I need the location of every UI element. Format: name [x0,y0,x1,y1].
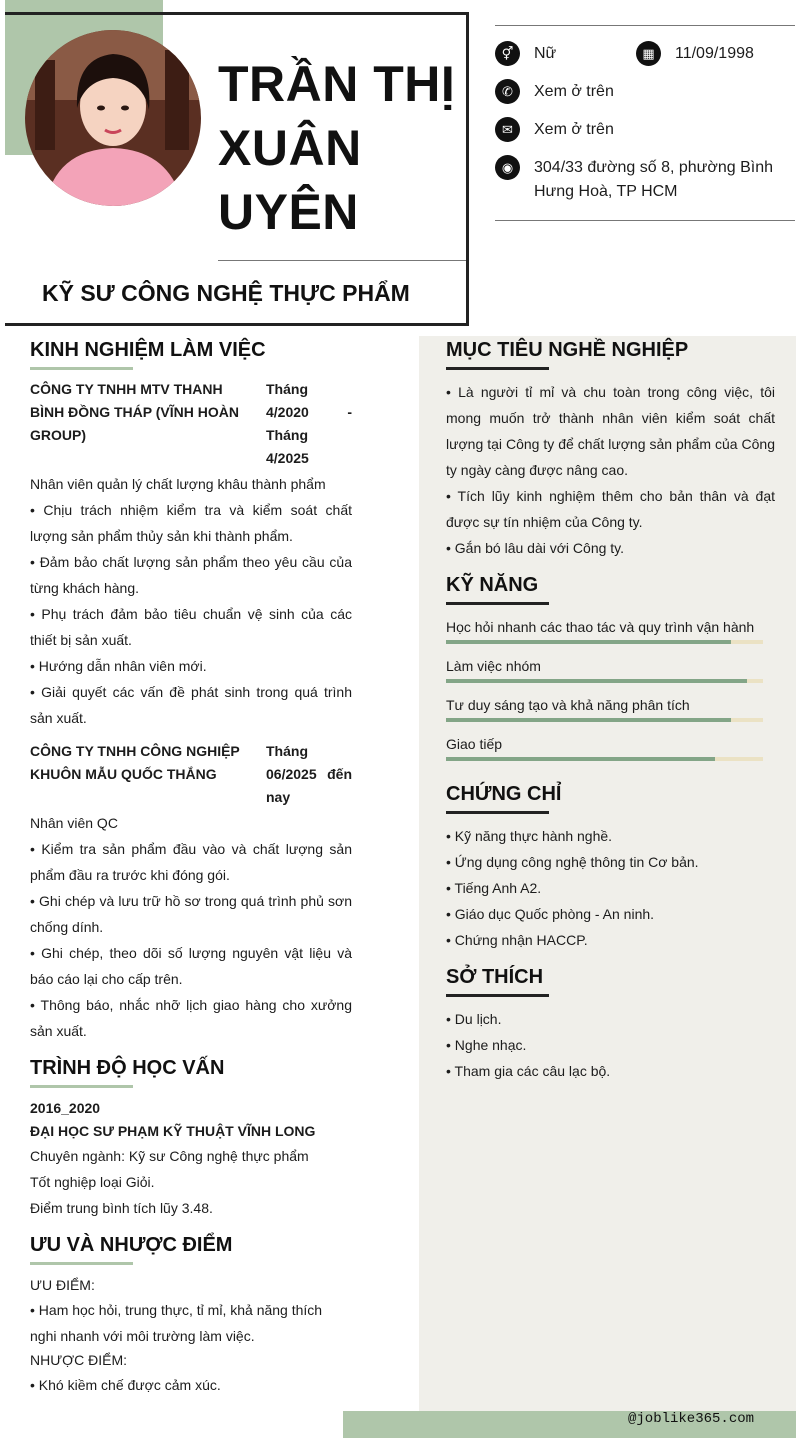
job1-duty: • Giải quyết các vấn đề phát sinh trong quá trình sản xuất. [30,684,352,726]
skill-label: Học hỏi nhanh các thao tác và quy trình vận hành [446,619,755,635]
job1-duty: • Chịu trách nhiệm kiểm tra và kiểm soát chất lượng sản phẩm thủy sản khi thành phẩm. [30,502,352,544]
gender-icon: ⚥ [495,41,520,66]
skill-bar-fill [446,679,747,683]
job2-duty: • Kiểm tra sản phẩm đầu vào và chất lượng sản phẩm đầu ra trước khi đóng gói. [30,841,352,883]
education-period: 2016_2020 [30,1100,101,1116]
skill-bar [446,757,763,761]
job1-position: Nhân viên quản lý chất lượng khâu thành phẩm [30,476,326,492]
pros-cons-title: ƯU VÀ NHƯỢC ĐIỂM [30,1234,233,1256]
mail-icon: ✉ [495,117,520,142]
pros-text: • Ham học hỏi, trung thực, tỉ mỉ, khả năng thích nghi nhanh với môi trường làm việc. [30,1302,323,1344]
calendar-icon: ▦ [636,41,661,66]
skill-label: Giao tiếp [446,736,503,752]
education-line: Chuyên ngành: Kỹ sư Công nghệ thực phẩm [30,1148,309,1164]
hobby-item: • Tham gia các câu lạc bộ. [446,1063,611,1079]
job1-duty: • Phụ trách đảm bảo tiêu chuẩn vệ sinh của các thiết bị sản xuất. [30,606,352,648]
skills-underline [446,602,549,605]
education-underline [30,1085,133,1088]
location-pin-icon: ◉ [495,155,520,180]
contact-phone: ✆ Xem ở trên [495,79,614,104]
pros-label: ƯU ĐIỂM: [30,1277,95,1293]
contact-address: ◉ 304/33 đường số 8, phường Bình Hưng Hoà, TP HCM [495,155,785,204]
candidate-name: TRẦN THỊ XUÂN UYÊN [218,56,456,240]
hobby-item: • Du lịch. [446,1011,502,1027]
experience-underline [30,367,133,370]
avatar [25,30,201,206]
skill-label: Tư duy sáng tạo và khả năng phân tích [446,697,690,713]
education-title: TRÌNH ĐỘ HỌC VẤN [30,1057,225,1079]
objective-item: • Là người tỉ mỉ và chu toàn trong công việc, tôi mong muốn trở thành nhân viên kiểm soát chất lượng tại Công ty để chất lượng sản phẩm của Công ty ngày càng được nâng cao. [446,384,775,478]
name-divider [218,260,466,261]
skill-bar [446,718,763,722]
contact-email: ✉ Xem ở trên [495,117,614,142]
certificates-title: CHỨNG CHỈ [446,783,562,805]
skill-bar-fill [446,757,715,761]
hobbies-underline [446,994,549,997]
job1-duty: • Hướng dẫn nhân viên mới. [30,658,207,674]
objective-title: MỤC TIÊU NGHỀ NGHIỆP [446,339,689,361]
job1-period: Tháng 4/2020 - Tháng 4/2025 [266,381,352,466]
hobbies-title: SỞ THÍCH [446,966,544,988]
certificate-item: • Ứng dụng công nghệ thông tin Cơ bản. [446,854,699,870]
skill-bar-fill [446,640,731,644]
education-line: Điểm trung bình tích lũy 3.48. [30,1200,213,1216]
education-school: ĐẠI HỌC SƯ PHẠM KỸ THUẬT VĨNH LONG [30,1123,316,1139]
certificate-item: • Chứng nhận HACCP. [446,932,588,948]
footer-watermark: @joblike365.com [628,1411,755,1427]
cons-label: NHƯỢC ĐIỂM: [30,1352,128,1368]
objective-item: • Gắn bó lâu dài với Công ty. [446,540,625,556]
job2-duty: • Ghi chép, theo dõi số lượng nguyên vật liệu và báo cáo lại cho cấp trên. [30,945,352,987]
job-title: KỸ SƯ CÔNG NGHỆ THỰC PHẨM [42,280,410,306]
hobby-item: • Nghe nhạc. [446,1037,527,1053]
job1-company: CÔNG TY TNHH MTV THANH BÌNH ĐỒNG THÁP (VĨNH HOÀN GROUP) [30,381,239,443]
skill-bar [446,679,763,683]
cons-text: • Khó kiềm chế được cảm xúc. [30,1377,221,1393]
job2-duty: • Ghi chép và lưu trữ hồ sơ trong quá trình phủ sơn chống dính. [30,893,352,935]
objective-underline [446,367,549,370]
job2-company: CÔNG TY TNHH CÔNG NGHIỆP KHUÔN MẪU QUỐC THẮNG [30,743,240,782]
certificate-item: • Tiếng Anh A2. [446,880,542,896]
objective-item: • Tích lũy kinh nghiệm thêm cho bản thân và đạt được sự tín nhiệm của Công ty. [446,488,775,530]
education-line: Tốt nghiệp loại Giỏi. [30,1174,155,1190]
contact-gender: ⚥ Nữ [495,41,556,66]
pros-cons-underline [30,1262,133,1265]
skill-bar-fill [446,718,731,722]
certificate-item: • Kỹ năng thực hành nghề. [446,828,613,844]
skills-title: KỸ NĂNG [446,574,539,596]
job2-duty: • Thông báo, nhắc nhỡ lịch giao hàng cho xưởng sản xuất. [30,997,352,1039]
skill-label: Làm việc nhóm [446,658,541,674]
certificate-item: • Giáo dục Quốc phòng - An ninh. [446,906,655,922]
phone-icon: ✆ [495,79,520,104]
certificates-underline [446,811,549,814]
job2-period: Tháng 06/2025 đến nay [266,743,352,805]
job2-position: Nhân viên QC [30,815,118,831]
skill-bar [446,640,763,644]
job1-duty: • Đảm bảo chất lượng sản phẩm theo yêu cầu của từng khách hàng. [30,554,352,596]
experience-title: KINH NGHIỆM LÀM VIỆC [30,339,266,361]
contact-dob: ▦ 11/09/1998 [636,41,754,66]
